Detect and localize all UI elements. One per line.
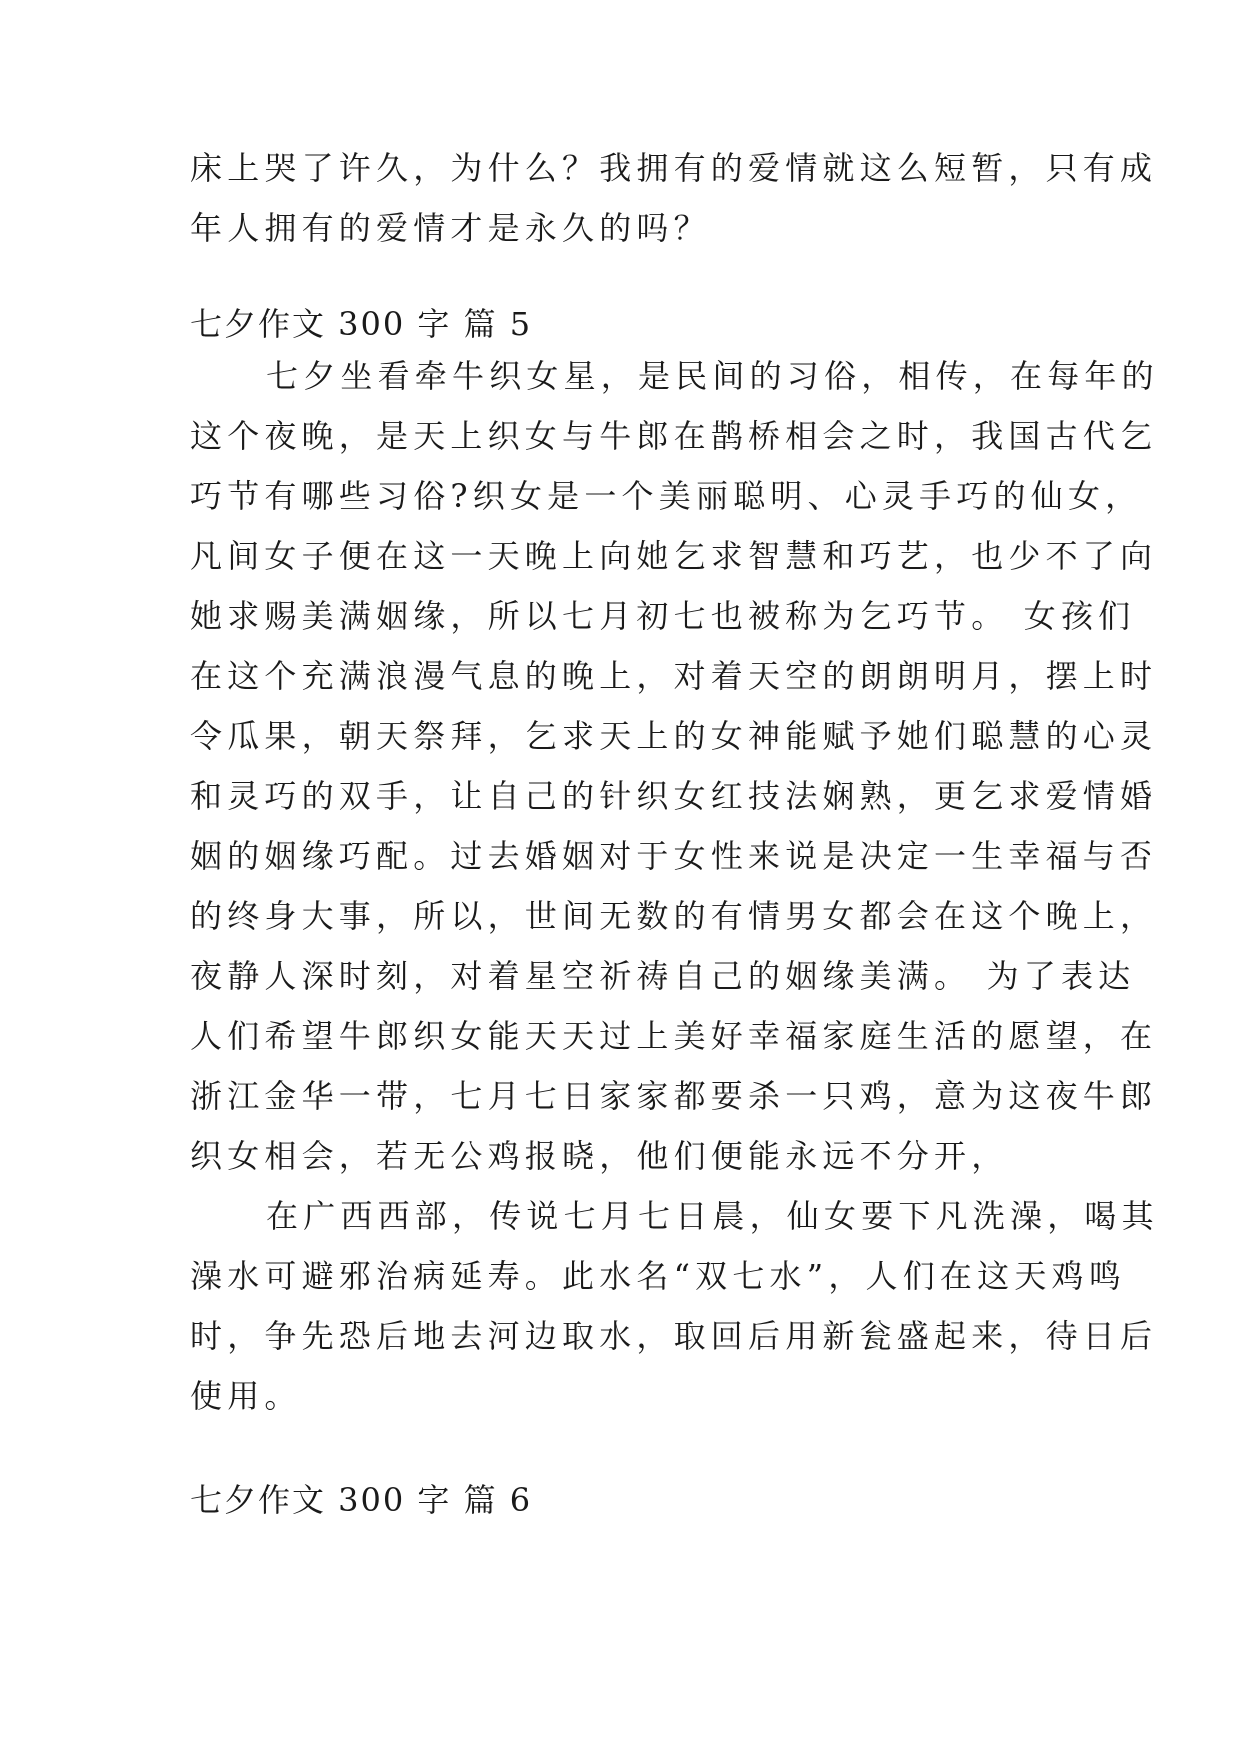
section-heading-5: 七夕作文 300 字 篇 5 [190, 305, 533, 343]
text-line: 浙江金华一带，七月七日家家都要杀一只鸡，意为这夜牛郎 [190, 1077, 1158, 1115]
text-line: 七夕坐看牵牛织女星，是民间的习俗，相传，在每年的 [266, 357, 1159, 395]
text-line: 床上哭了许久，为什么？我拥有的爱情就这么短暂，只有成 [190, 149, 1158, 187]
paragraph-1 [190, 346, 1159, 1186]
text-line: 澡水可避邪治病延寿。此水名“双七水”，人们在这天鸡鸣 [190, 1257, 1126, 1295]
text-line: 在广西西部，传说七月七日晨，仙女要下凡洗澡，喝其 [266, 1197, 1159, 1235]
text-line: 和灵巧的双手，让自己的针织女红技法娴熟，更乞求爱情婚 [190, 777, 1158, 815]
section-heading-6: 七夕作文 300 字 篇 6 [190, 1481, 533, 1519]
intro-paragraph [190, 138, 1158, 258]
text-line: 她求赐美满姻缘，所以七月初七也被称为乞巧节。 女孩们 [190, 597, 1136, 635]
text-line: 这个夜晚，是天上织女与牛郎在鹊桥相会之时，我国古代乞 [190, 417, 1158, 455]
text-line: 使用。 [190, 1377, 302, 1415]
text-line: 巧节有哪些习俗?织女是一个美丽聪明、心灵手巧的仙女， [190, 477, 1143, 515]
text-line: 人们希望牛郎织女能天天过上美好幸福家庭生活的愿望，在 [190, 1017, 1158, 1055]
text-line: 姻的姻缘巧配。过去婚姻对于女性来说是决定一生幸福与否 [190, 837, 1158, 875]
text-line: 夜静人深时刻，对着星空祈祷自己的姻缘美满。 为了表达 [190, 957, 1136, 995]
text-line: 的终身大事，所以，世间无数的有情男女都会在这个晚上， [190, 897, 1158, 935]
text-line: 时，争先恐后地去河边取水，取回后用新瓮盛起来，待日后 [190, 1317, 1158, 1355]
text-line: 年人拥有的爱情才是永久的吗？ [190, 209, 711, 247]
paragraph-2 [190, 1186, 1159, 1426]
text-line: 令瓜果，朝天祭拜，乞求天上的女神能赋予她们聪慧的心灵 [190, 717, 1158, 755]
text-line: 织女相会，若无公鸡报晓，他们便能永远不分开， [190, 1137, 1009, 1175]
text-line: 在这个充满浪漫气息的晚上，对着天空的朗朗明月，摆上时 [190, 657, 1158, 695]
text-line: 凡间女子便在这一天晚上向她乞求智慧和巧艺，也少不了向 [190, 537, 1158, 575]
